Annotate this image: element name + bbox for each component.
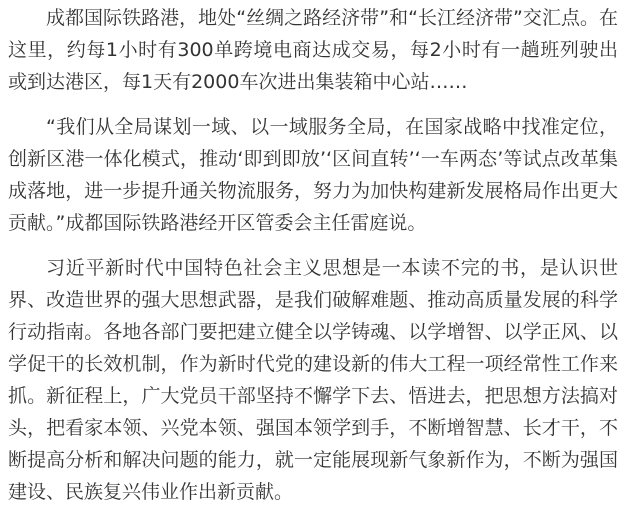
article-paragraph-1: 成都国际铁路港，地处“丝绸之路经济带”和“长江经济带”交汇点。在这里，约每1小时有300单跨境电商达成交易，每2小时有一趟班列驶出或到达港区，每1天有2000车次进出集装箱中心站…… [8, 7, 618, 93]
article-paragraph-3: 习近平新时代中国特色社会主义思想是一本读不完的书，是认识世界、改造世界的强大思想武器，是我们破解难题、推动高质量发展的科学行动指南。各地各部门要把建立健全以学铸魂、以学增智、以学正风、以学促干的长效机制，作为新时代党的建设新的伟大工程一项经常性工作来抓。新征程上，广大党员干部坚持不懈学下去、悟进去，把思想方法搞对头，把看家本领、兴党本领、强国本领学到手，不断增智慧、长才干，不断提高分析和解决问题的能力，就一定能展现新气象新作为，不断为强国建设、民族复兴伟业作出新贡献。 [8, 257, 618, 503]
article-paragraph-2: “我们从全局谋划一域、以一域服务全局，在国家战略中找准定位，创新区港一体化模式，推动‘即到即放’‘区间直转’‘一车两态’等试点改革集成落地，进一步提升通关物流服务，努力为加快构建新发展格局作出更大贡献。”成都国际铁路港经开区管委会主任雷庭说。 [8, 116, 618, 234]
